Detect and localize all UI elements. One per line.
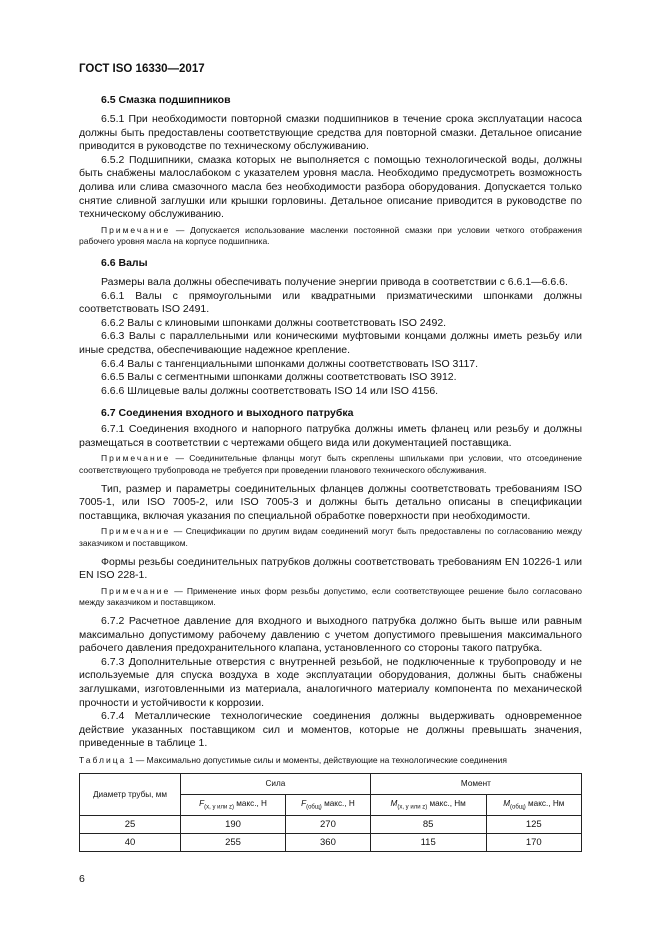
note-6-7-1: Примечание — Соединительные фланцы могут быть скреплены шпильками при условии, что отсоединение соответствующего трубопровода не требуется при проведении планового технического обслуживания.	[79, 453, 582, 476]
col-pipe-diameter: Диаметр трубы, мм	[80, 773, 181, 815]
paragraph-6-7-4: 6.7.4 Металлические технологические соединения должны выдерживать одновременное действие указанных поставщиком сил и моментов, которые не должны превышать значения, приведенные в таблице 1.	[79, 710, 582, 750]
group-force: Сила	[181, 773, 371, 794]
table-cell: 255	[181, 833, 286, 851]
paragraph-6-6-6: 6.6.6 Шлицевые валы должны соответствовать ISO 14 или ISO 4156.	[101, 384, 439, 397]
paragraph-6-6-intro: Размеры вала должны обеспечивать получение энергии привода в соответствии с 6.6.1—6.6.6.	[101, 275, 568, 288]
page-number: 6	[79, 873, 85, 885]
table-cell: 115	[370, 833, 486, 851]
paragraph-6-6-4: 6.6.4 Валы с тангенциальными шпонками должны соответствовать ISO 3117.	[101, 357, 479, 370]
note-6-5: Примечание — Допускается использование масленки постоянной смазки при условии четкого отображения рабочего уровня масла на корпусе подшипника.	[79, 224, 582, 247]
table-cell: 190	[181, 815, 286, 833]
col-f-xyz: $F_{(x, y или z)}$ макс., Н	[181, 794, 286, 815]
group-moment: Момент	[370, 773, 581, 794]
paragraph-6-6-5: 6.6.5 Валы с сегментными шпонками должны соответствовать ISO 3912.	[101, 371, 457, 384]
note-6-7-2: Примечание — Спецификации по другим видам соединений могут быть предоставлены по согласованию между заказчиком и поставщиком.	[79, 526, 582, 549]
paragraph-flanges: Тип, размер и параметры соединительных фланцев должны соответствовать требованиям ISO 7005-1, или ISO 7005-2, или ISO 7005-3 и должны быть детально описаны в спецификации поставщика, включая указания по специальной обработке поверхности при необходимости.	[79, 482, 582, 522]
col-m-total: $M_{(общ)}$ макс., Нм	[486, 794, 581, 815]
forces-moments-table	[79, 773, 582, 852]
section-6-7-title: 6.7 Соединения входного и выходного патрубка	[101, 407, 354, 420]
paragraph-6-6-3: 6.6.3 Валы с параллельными или коническими муфтовыми концами должны иметь резьбу или иные средства, обеспечивающие надежное крепление.	[79, 330, 582, 356]
paragraph-6-5-1: 6.5.1 При необходимости повторной смазки подшипников в течение срока эксплуатации насоса должны быть предоставлены соответствующие средства для повторной смазки. Детальное описание приводится в руководстве по техническому обслуживанию.	[79, 113, 582, 153]
table-cell: 360	[286, 833, 371, 851]
table-cell: 270	[286, 815, 371, 833]
table-cell: 40	[80, 833, 181, 851]
paragraph-6-7-1: 6.7.1 Соединения входного и напорного патрубка должны иметь фланец или резьбу и должны размещаться в соответствии с чертежами общего вида или документацией поставщика.	[79, 423, 582, 449]
section-6-5-title: 6.5 Смазка подшипников	[101, 94, 231, 106]
paragraph-6-5-2: 6.5.2 Подшипники, смазка которых не выполняется с помощью технологической воды, должны быть снабжены малослабоком с указателем уровня масла. Необходимо предусмотреть возможность долива или слива смазочного масла без необходимости разбора оборудования. Допускается только снятие сливной заглушки или крышки горловины. Детальное описание приводится в руководстве по техническому обслуживанию.	[79, 153, 582, 221]
table-cell: 25	[80, 815, 181, 833]
section-6-6-title: 6.6 Валы	[101, 256, 148, 269]
table-row	[80, 833, 582, 851]
paragraph-6-6-1: 6.6.1 Валы с прямоугольными или квадратными призматическими шпонками должны соответствовать ISO 2491.	[79, 289, 582, 316]
table-row	[80, 815, 582, 833]
table-caption: Таблица 1 — Максимально допустимые силы и моменты, действующие на технологические соединения	[79, 754, 507, 765]
paragraph-6-7-3: 6.7.3 Дополнительные отверстия с внутренней резьбой, не подключенные к трубопроводу и не используемые для спуска воздуха в ходе эксплуатации оборудования, должны быть снабжены заглушками, изготовленными из материала, аналогичного материалу компонента по механической прочности и устойчивости к коррозии.	[79, 655, 582, 709]
note-6-7-3: Примечание — Применение иных форм резьбы допустимо, если соответствующее решение было согласовано между заказчиком и поставщиком.	[79, 585, 582, 608]
col-f-total: $F_{(общ)}$ макс., Н	[286, 794, 371, 815]
table-cell: 85	[370, 815, 486, 833]
table-cell: 170	[486, 833, 581, 851]
paragraph-6-7-2: 6.7.2 Расчетное давление для входного и выходного патрубка должно быть выше или равным максимально допустимому рабочему давлению с учетом допустимого превышения максимального рабочего давления предохранительного клапана, установленного со стороны такого патрубка.	[79, 615, 582, 655]
table-cell: 125	[486, 815, 581, 833]
page-body	[79, 93, 582, 852]
paragraph-6-6-2: 6.6.2 Валы с клиновыми шпонками должны соответствовать ISO 2492.	[101, 316, 447, 329]
document-id: ГОСТ ISO 16330—2017	[79, 63, 205, 75]
col-m-xyz: $M_{(x, y или z)}$ макс., Нм	[370, 794, 486, 815]
paragraph-threads: Формы резьбы соединительных патрубков должны соответствовать требованиям EN 10226-1 или EN ISO 228-1.	[79, 555, 582, 582]
